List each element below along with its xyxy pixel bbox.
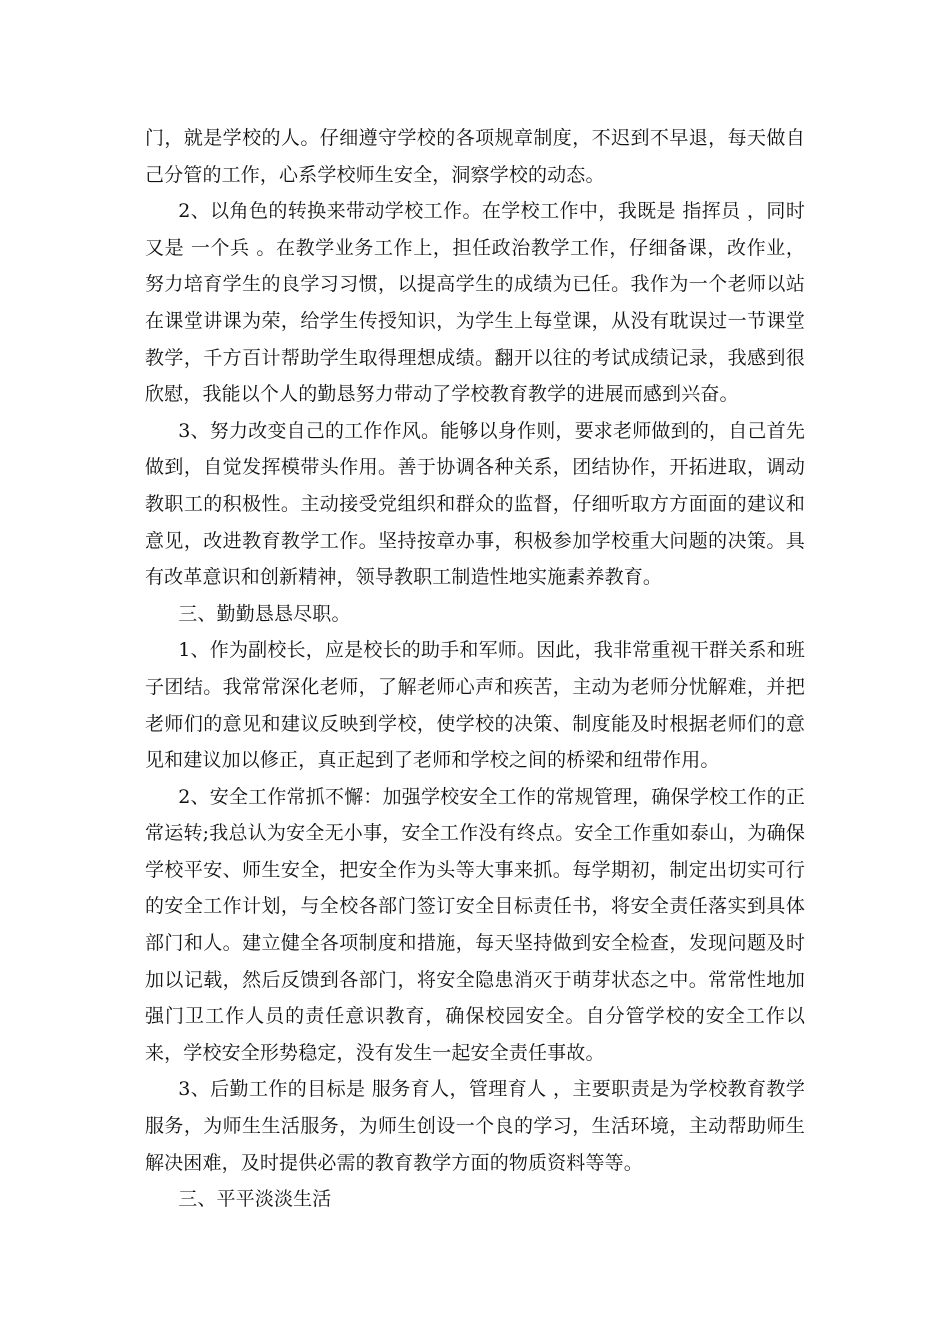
section-heading-diligent: 三、勤勤恳恳尽职。 [178,602,351,625]
section-heading-plain-life: 三、平平淡淡生活 [178,1188,332,1211]
paragraph-role-transition: 2、以角色的转换来带动学校工作。在学校工作中，我既是 指挥员 ，同时又是 一个兵 。在教学业务工作上，担任政治教学工作，仔细备课，改作业，努力培育学生的良学习习惯，以提高学生的成绩为已任。我作为一个老师以站在课堂讲课为荣，给学生传授知识，为学生上每堂课，从没有耽误过一节课堂教学，千方百计帮助学生取得理想成绩。翻开以往的考试成绩记录，我感到很欣慰，我能以个人的勤恳努力带动了学校教育教学的进展而感到兴奋。 [145,200,805,406]
paragraph-work-style: 3、努力改变自己的工作作风。能够以身作则，要求老师做到的，自己首先做到，自觉发挥模带头作用。善于协调各种关系，团结协作，开拓进取，调动教职工的积极性。主动接受党组织和群众的监督，仔细听取方方面面的建议和意见，改进教育教学工作。坚持按章办事，积极参加学校重大问题的决策。具有改革意识和创新精神，领导教职工制造性地实施素养教育。 [145,419,805,589]
paragraph-safety-work: 2、安全工作常抓不懈：加强学校安全工作的常规管理，确保学校工作的正常运转;我总认为安全无小事，安全工作没有终点。安全工作重如泰山，为确保学校平安、师生安全，把安全作为头等大事来抓。每学期初，制定出切实可行的安全工作计划，与全校各部门签订安全目标责任书，将安全责任落实到具体部门和人。建立健全各项制度和措施，每天坚持做到安全检查，发现问题及时加以记载，然后反馈到各部门，将安全隐患消灭于萌芽状态之中。常常性地加强门卫工作人员的责任意识教育，确保校园安全。自分管学校的安全工作以来，学校安全形势稳定，没有发生一起安全责任事故。 [145,785,805,1064]
paragraph-continuation: 门，就是学校的人。仔细遵守学校的各项规章制度，不迟到不早退，每天做自己分管的工作，心系学校师生安全，洞察学校的动态。 [145,127,805,186]
paragraph-logistics-work: 3、后勤工作的目标是 服务育人，管理育人 ，主要职责是为学校教育教学服务，为师生生活服务，为师生创设一个良的学习，生活环境，主动帮助师生解决困难，及时提供必需的教育教学方面的物质资料等等。 [145,1078,805,1174]
paragraph-vice-principal: 1、作为副校长，应是校长的助手和军师。因此，我非常重视干群关系和班子团结。我常常深化老师，了解老师心声和疾苦，主动为老师分忧解难，并把老师们的意见和建议反映到学校，使学校的决策、制度能及时根据老师们的意见和建议加以修正，真正起到了老师和学校之间的桥梁和纽带作用。 [145,639,805,772]
document-body [145,120,805,1218]
